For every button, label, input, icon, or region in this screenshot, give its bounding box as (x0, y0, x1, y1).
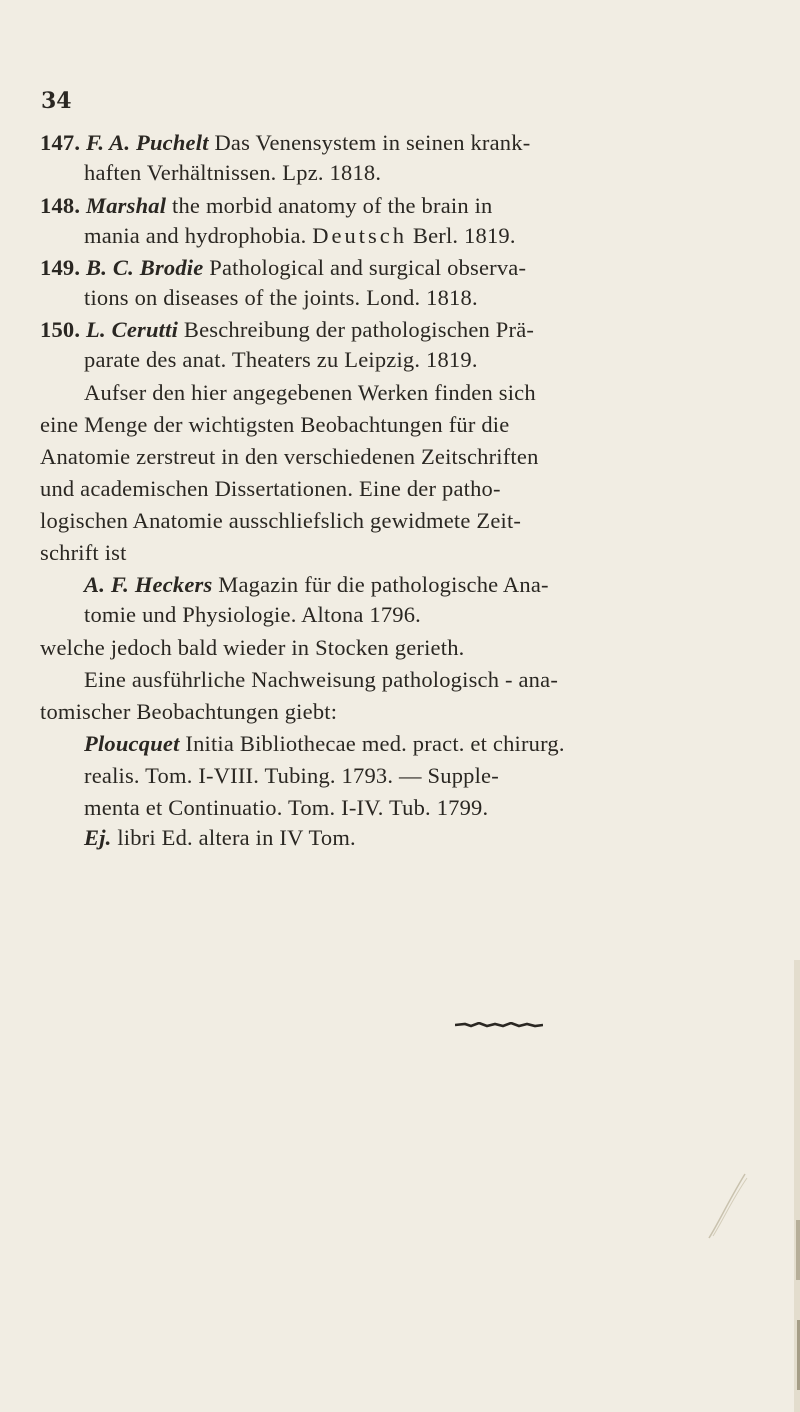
entry-line: mania and hydrophobia. Deutsch Berl. 1819. (84, 223, 516, 248)
paragraph-line: schrift ist (40, 540, 127, 565)
entry-line: Ploucquet Initia Bibliothecae med. pract. et chirurg. (84, 731, 565, 756)
paragraph-line: tomischer Beobachtungen giebt: (40, 699, 338, 724)
paragraph-line: logischen Anatomie ausschliefslich gewidmete Zeit- (40, 508, 522, 533)
entry-line: menta et Continuatio. Tom. I-IV. Tub. 1799. (84, 795, 489, 820)
entry-line: tions on diseases of the joints. Lond. 1818. (84, 285, 478, 310)
entry-line: haften Verhältnissen. Lpz. 1818. (84, 160, 382, 185)
paragraph-line: Aufser den hier angegebenen Werken finden sich (84, 380, 536, 405)
paragraph-line: Eine ausführliche Nachweisung pathologisch - ana- (84, 667, 559, 692)
paragraph-line: und academischen Dissertationen. Eine der patho- (40, 476, 501, 501)
entry-line: 148. Marshal the morbid anatomy of the brain in (40, 193, 493, 218)
entry-line: 149. B. C. Brodie Pathological and surgical observa- (40, 255, 527, 280)
paragraph-line: eine Menge der wichtigsten Beobachtungen für die (40, 412, 510, 437)
ornamental-divider (455, 1022, 543, 1028)
page-edge-shadow (780, 960, 800, 1412)
paragraph-line: welche jedoch bald wieder in Stocken gerieth. (40, 635, 465, 660)
entry-line: 147. F. A. Puchelt Das Venensystem in seinen krank- (40, 130, 531, 155)
paragraph-line: Anatomie zerstreut in den verschiedenen Zeitschriften (40, 444, 539, 469)
entry-line: Ej. libri Ed. altera in IV Tom. (84, 825, 356, 850)
paper-stain-mark (705, 1170, 749, 1240)
entry-line: realis. Tom. I-VIII. Tubing. 1793. — Supple- (84, 763, 499, 788)
page-number: 34 (41, 88, 72, 114)
entry-line: A. F. Heckers Magazin für die pathologische Ana- (84, 572, 549, 597)
entry-line: 150. L. Cerutti Beschreibung der pathologischen Prä- (40, 317, 535, 342)
entry-line: parate des anat. Theaters zu Leipzig. 1819. (84, 347, 478, 372)
entry-line: tomie und Physiologie. Altona 1796. (84, 602, 421, 627)
